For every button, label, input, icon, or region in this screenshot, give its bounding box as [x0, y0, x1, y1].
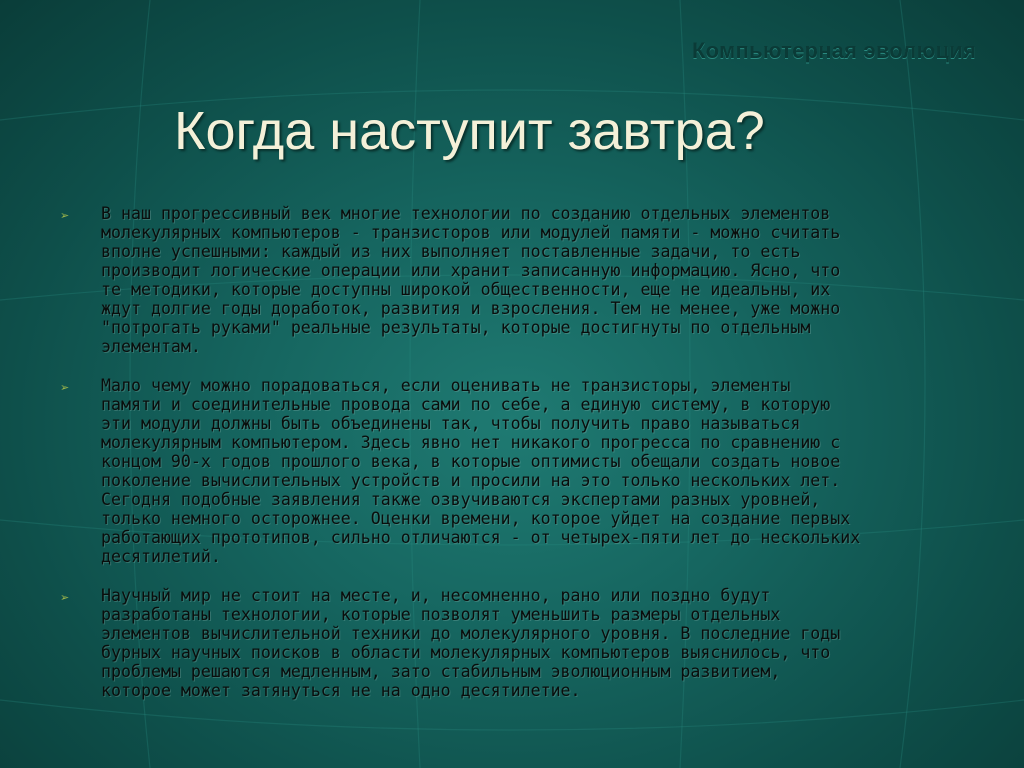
- text-line: разработаны технологии, которые позволят уменьшить размеры отдельных: [101, 605, 781, 624]
- text-line: молекулярным компьютером. Здесь явно нет никакого прогресса по сравнению с: [101, 433, 841, 452]
- text-line: элементов вычислительной техники до молекулярного уровня. В последние годы: [101, 624, 841, 643]
- text-line: поколение вычислительных устройств и просили на это только нескольких лет.: [101, 471, 841, 490]
- text-line: Мало чему можно порадоваться, если оценивать не транзисторы, элементы: [101, 376, 791, 395]
- text-line: только немного осторожнее. Оценки времени, которое уйдет на создание первых: [101, 509, 851, 528]
- bullet-arrow-icon: ➢: [60, 591, 70, 604]
- bullet-text: [101, 376, 970, 566]
- text-line: вполне успешными: каждый из них выполняет поставленные задачи, то есть: [101, 242, 801, 261]
- text-line: Научный мир не стоит на месте, и, несомненно, рано или поздно будут: [101, 586, 771, 605]
- bullet-arrow-icon: ➢: [60, 209, 70, 222]
- bullet-arrow-icon: ➢: [60, 381, 70, 394]
- text-line: бурных научных поисков в области молекулярных компьютеров выяснилось, что: [101, 643, 831, 662]
- bullet-item: [60, 376, 970, 566]
- text-line: концом 90-х годов прошлого века, в которые оптимисты обещали создать новое: [101, 452, 841, 471]
- bullet-item: [60, 204, 970, 356]
- text-line: проблемы решаются медленным, зато стабильным эволюционным развитием,: [101, 662, 781, 681]
- text-line: В наш прогрессивный век многие технологии по созданию отдельных элементов: [101, 204, 831, 223]
- bullet-item: [60, 586, 970, 700]
- text-line: молекулярных компьютеров - транзисторов или модулей памяти - можно считать: [101, 223, 841, 242]
- text-line: эти модули должны быть объединены так, чтобы получить право называться: [101, 414, 801, 433]
- text-line: Сегодня подобные заявления также озвучиваются экспертами разных уровней,: [101, 490, 821, 509]
- bullet-text: [101, 586, 970, 700]
- slide-title: Когда наступит завтра?: [174, 101, 765, 161]
- text-line: десятилетий.: [101, 547, 221, 566]
- bullet-text: [101, 204, 970, 356]
- text-line: которое может затянуться не на одно десятилетие.: [101, 681, 581, 700]
- text-line: производит логические операции или хранит записанную информацию. Ясно, что: [101, 261, 841, 280]
- text-line: работающих прототипов, сильно отличаются - от четырех-пяти лет до нескольких: [101, 528, 861, 547]
- text-line: "потрогать руками" реальные результаты, которые достигнуты по отдельным: [101, 318, 811, 337]
- slide-body: [60, 204, 970, 700]
- text-line: памяти и соединительные провода сами по себе, а единую систему, в которую: [101, 395, 831, 414]
- section-label: Компьютерная эволюция: [692, 38, 976, 63]
- text-line: те методики, которые доступны широкой общественности, еще не идеальны, их: [101, 280, 831, 299]
- text-line: элементам.: [101, 337, 201, 356]
- text-line: ждут долгие годы доработок, развития и взросления. Тем не менее, уже можно: [101, 299, 841, 318]
